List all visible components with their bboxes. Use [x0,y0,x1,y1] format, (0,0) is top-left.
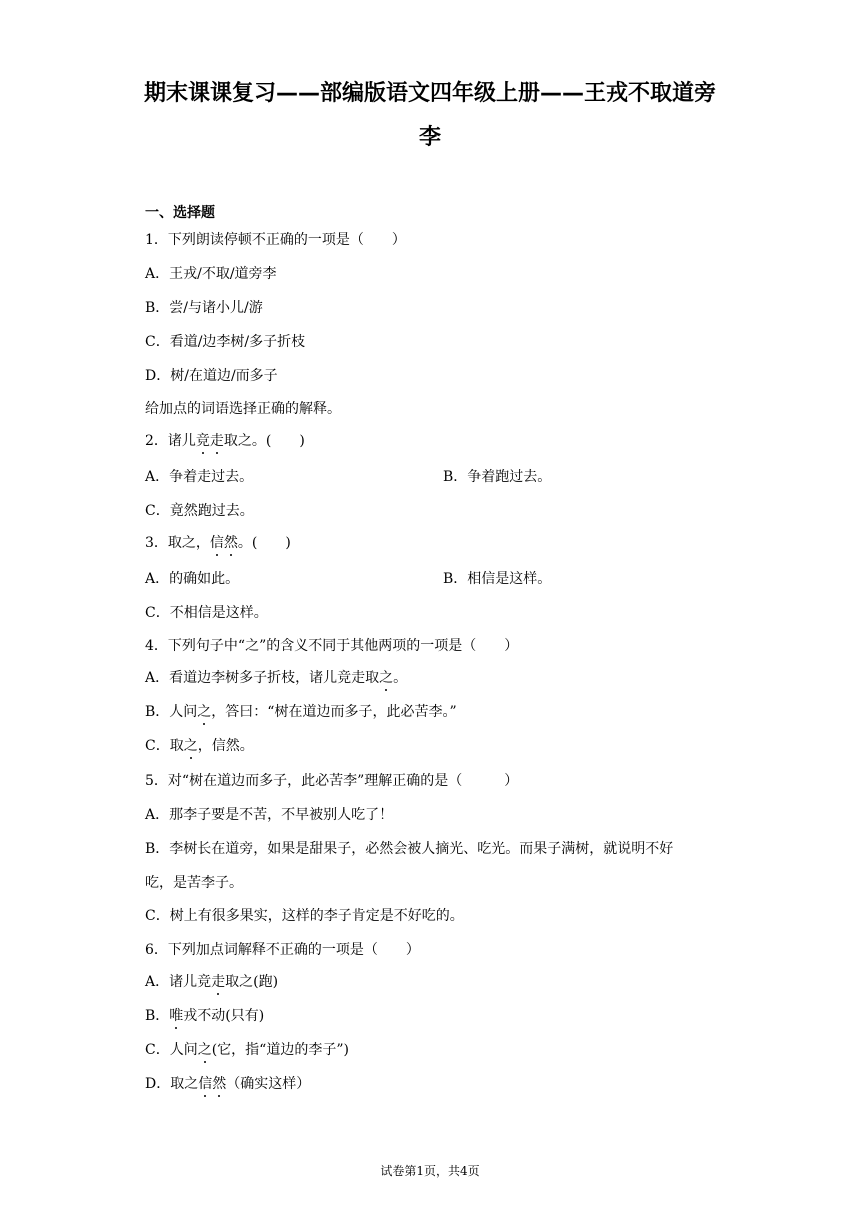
q3-stem [145,534,291,552]
dotted-char: 之 [183,738,198,754]
q2-stem-pre: 2．诸儿 [145,433,196,449]
q3-option-a: A．的确如此。 [145,571,240,587]
page-footer: 试卷第1页，共4页 [380,1164,480,1178]
dotted-char: 走 [211,974,226,990]
q5-option-b-line1: B．李树长在道旁，如果是甜果子，必然会被人摘光、吃光。而果子满树，就说明不好 [145,841,674,857]
q4-c-pre: C．取 [145,738,184,754]
q4-a-post: 。 [393,670,408,686]
dotted-char: 之 [197,704,212,720]
q1-option-b: B．尝/与诸小儿/游 [145,300,263,316]
q4-option-c [145,737,254,755]
q1-stem: 1．下列朗读停顿不正确的一项是（ ） [145,232,406,248]
q2-option-c: C．竟然跑过去。 [145,503,254,519]
q2-stem [145,432,305,450]
q6-stem: 6．下列加点词解释不正确的一项是（ ） [145,942,420,958]
dotted-char: 唯 [169,1008,184,1024]
dotted-char: 信 [209,535,224,551]
q4-option-a [145,669,407,687]
q6-a-post: 取之(跑) [225,974,279,990]
q4-b-post: ，答曰：“树在道边而多子，此必苦李。” [211,704,457,720]
dotted-char: 然 [223,535,238,551]
q6-option-b [145,1007,264,1025]
q2-stem-post: 取之。( ) [223,433,305,449]
q6-option-c [145,1041,349,1059]
instruction-text: 给加点的词语选择正确的解释。 [145,401,341,417]
q5-option-a: A．那李子要是不苦，不早被别人吃了！ [145,807,394,823]
q6-b-post: 戎不动(只有) [183,1008,265,1024]
q4-b-dotted [197,704,211,720]
q6-d-post: （确实这样） [226,1076,311,1092]
q4-a-pre: A．看道边李树多子折枝，诸儿竞走取 [145,670,380,686]
q4-c-dotted [184,738,198,754]
q2-option-a: A．争着走过去。 [145,469,254,485]
q6-c-dotted [198,1042,212,1058]
q6-b-pre: B． [145,1008,170,1024]
q5-option-b-line2: 吃，是苦李子。 [145,875,243,891]
q4-b-pre: B．人问 [145,704,198,720]
q6-b-dotted [169,1008,183,1024]
q3-stem-pre: 3．取之， [145,535,210,551]
dotted-char: 走 [209,433,224,449]
dotted-char: 信 [198,1076,213,1092]
q2-dotted-word [196,433,224,449]
q1-option-d: D．树/在道边/而多子 [145,368,278,384]
q3-option-b: B．相信是这样。 [443,571,552,587]
q6-a-pre: A．诸儿竞 [145,974,212,990]
q6-d-pre: D．取之 [145,1076,199,1092]
q1-option-c: C．看道/边李树/多子折枝 [145,334,306,350]
q5-stem: 5．对“树在道边而多子，此必苦李”理解正确的是（ ） [145,773,519,789]
document-title-line1: 期末课课复习——部编版语文四年级上册——王戎不取道旁 [143,81,716,106]
dotted-char: 然 [212,1076,227,1092]
dotted-char: 竞 [195,433,210,449]
q4-stem: 4．下列句子中“之”的含义不同于其他两项的一项是（ ） [145,638,519,654]
q3-dotted-word [210,535,238,551]
q5-option-c: C．树上有很多果实，这样的李子肯定是不好吃的。 [145,908,464,924]
q6-a-dotted [211,974,225,990]
q4-c-post: ，信然。 [197,738,254,754]
document-title-line2: 李 [418,125,441,150]
dotted-char: 之 [379,670,394,686]
dotted-char: 之 [197,1042,212,1058]
q2-option-b: B．争着跑过去。 [443,469,552,485]
q3-stem-post: 。( ) [237,535,291,551]
q4-a-dotted [379,670,393,686]
q1-option-a: A．王戎/不取/道旁李 [145,266,277,282]
q3-option-c: C．不相信是这样。 [145,605,268,621]
q6-d-dotted [198,1076,226,1092]
q6-c-post: (它，指“道边的李子”) [211,1042,349,1058]
q4-option-b [145,703,457,721]
q6-c-pre: C．人问 [145,1042,198,1058]
q6-option-a [145,973,278,991]
section-heading: 一、选择题 [145,205,215,221]
q6-option-d [145,1075,310,1093]
